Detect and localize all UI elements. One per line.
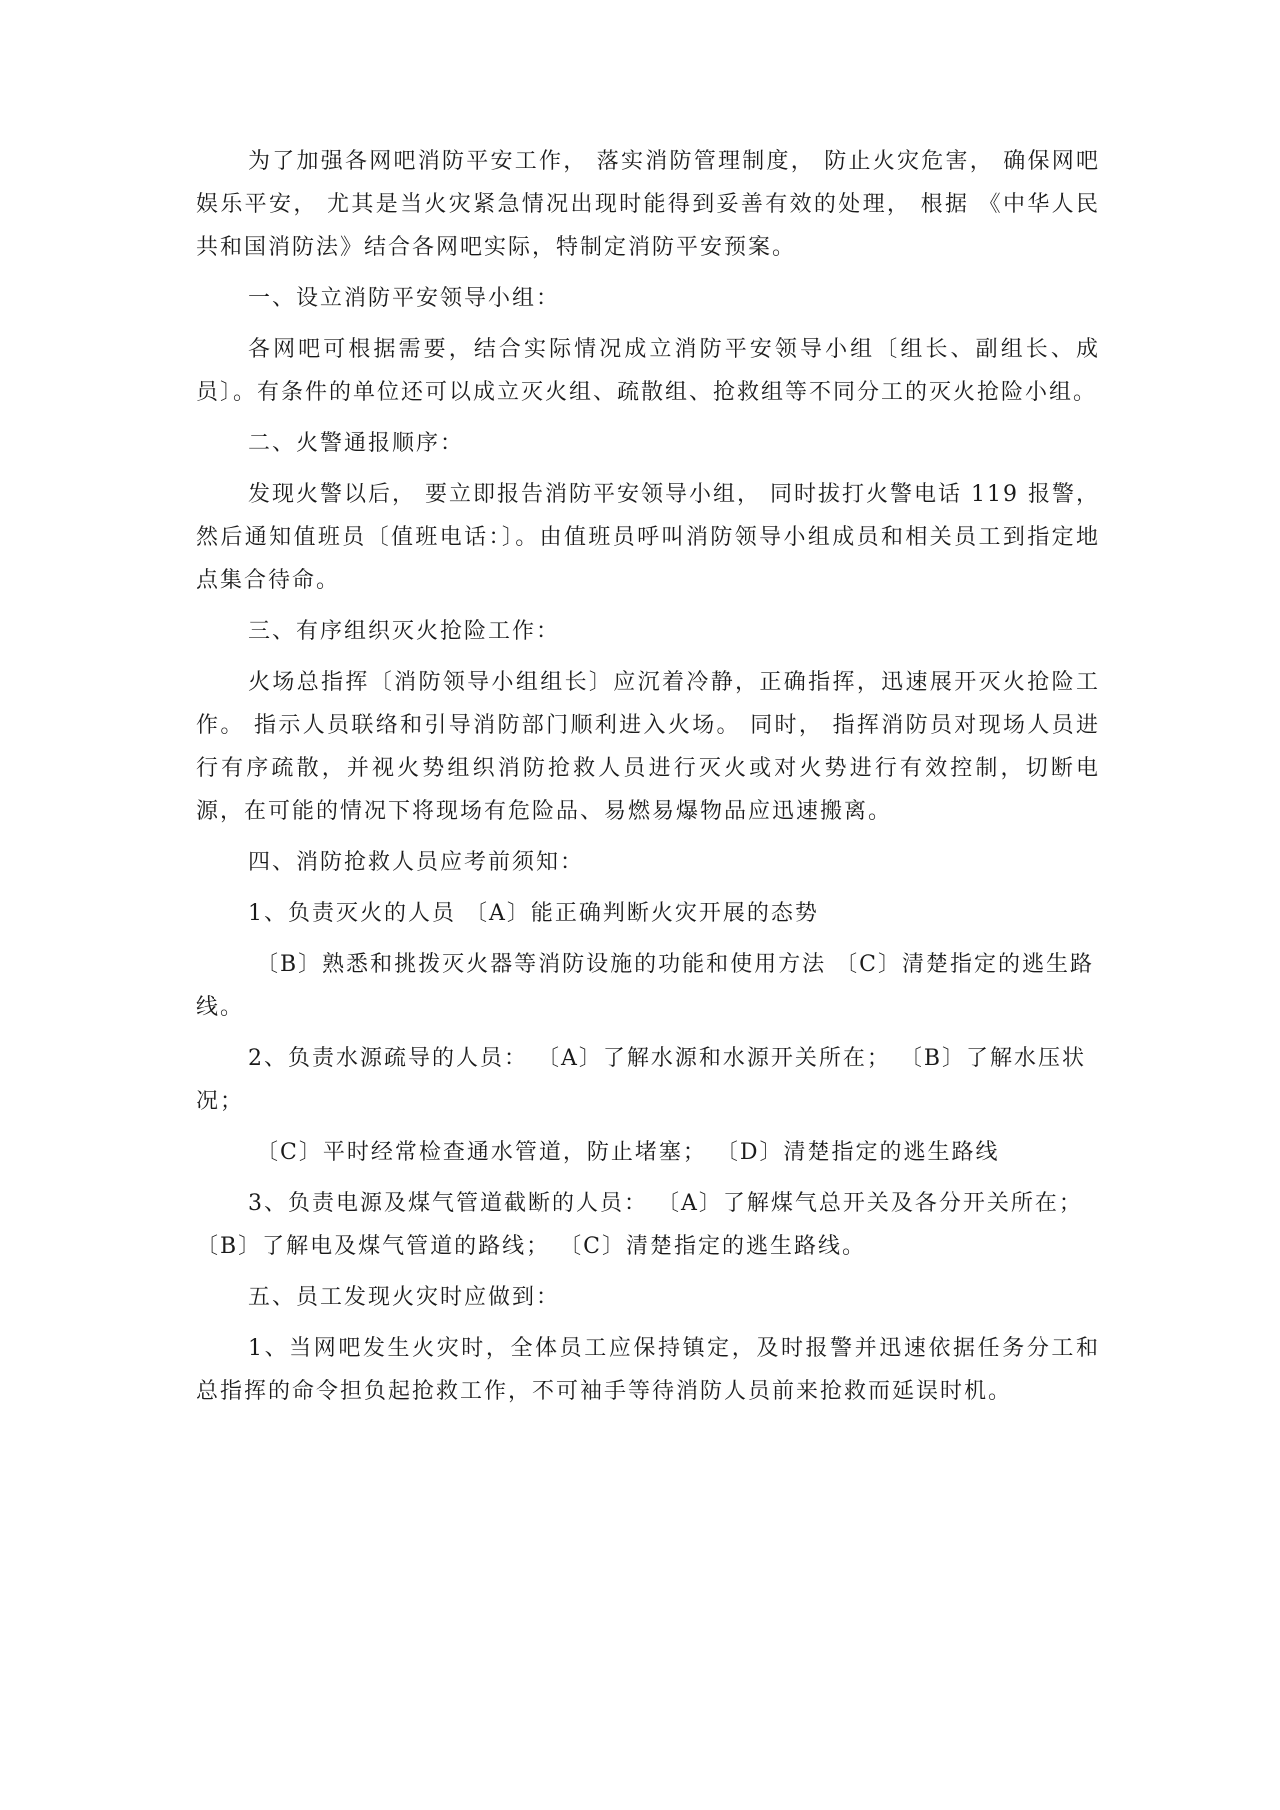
section-3-heading: 三、有序组织灭火抢险工作：	[248, 619, 561, 644]
section-4-item-1-line-2: 〔B〕熟悉和挑拨灭火器等消防设施的功能和使用方法 〔C〕清楚指定的逃生路线。	[196, 952, 1094, 1020]
section-4-item-1-line-1: 1、负责灭火的人员 〔A〕能正确判断火灾开展的态势	[248, 901, 819, 926]
section-1-heading: 一、设立消防平安领导小组：	[248, 286, 561, 311]
section-5-item-1: 1、当网吧发生火灾时，全体员工应保持镇定，及时报警并迅速依据任务分工和总指挥的命令担负起抢救工作，不可袖手等待消防人员前来抢救而延误时机。	[196, 1336, 1100, 1404]
section-3-body: 火场总指挥〔消防领导小组组长〕应沉着冷静，正确指挥，迅速展开灭火抢险工作。 指示人员联络和引导消防部门顺利进入火场。 同时， 指挥消防员对现场人员进行有序疏散，并视火势组织消防抢救人员进行灭火或对火势进行有效控制，切断电源，在可能的情况下将现场有危险品、易燃易爆物品应迅速搬离。	[196, 670, 1100, 824]
section-2-heading: 二、火警通报顺序：	[248, 431, 465, 456]
document-body	[196, 140, 1100, 1421]
section-4-item-2-line-1: 2、负责水源疏导的人员： 〔A〕了解水源和水源开关所在； 〔B〕了解水压状况；	[196, 1046, 1087, 1114]
section-4-item-3: 3、负责电源及煤气管道截断的人员： 〔A〕了解煤气总开关及各分开关所在； 〔B〕了解电及煤气管道的路线； 〔C〕清楚指定的逃生路线。	[196, 1191, 1083, 1259]
section-4-heading: 四、消防抢救人员应考前须知：	[248, 850, 585, 875]
intro-paragraph: 为了加强各网吧消防平安工作， 落实消防管理制度， 防止火灾危害， 确保网吧娱乐平安， 尤其是当火灾紧急情况出现时能得到妥善有效的处理， 根据 《中华人民共和国消防法》结合各网吧实际，特制定消防平安预案。	[196, 149, 1100, 260]
section-1-body: 各网吧可根据需要，结合实际情况成立消防平安领导小组〔组长、副组长、成员〕。有条件的单位还可以成立灭火组、疏散组、抢救组等不同分工的灭火抢险小组。	[196, 337, 1100, 405]
section-4-item-2-line-2: 〔C〕平时经常检查通水管道，防止堵塞； 〔D〕清楚指定的逃生路线	[256, 1140, 1000, 1165]
section-2-body: 发现火警以后， 要立即报告消防平安领导小组， 同时拔打火警电话 119 报警，然后通知值班员〔值班电话：〕。由值班员呼叫消防领导小组成员和相关员工到指定地点集合待命。	[196, 482, 1100, 593]
section-5-heading: 五、员工发现火灾时应做到：	[248, 1285, 561, 1310]
